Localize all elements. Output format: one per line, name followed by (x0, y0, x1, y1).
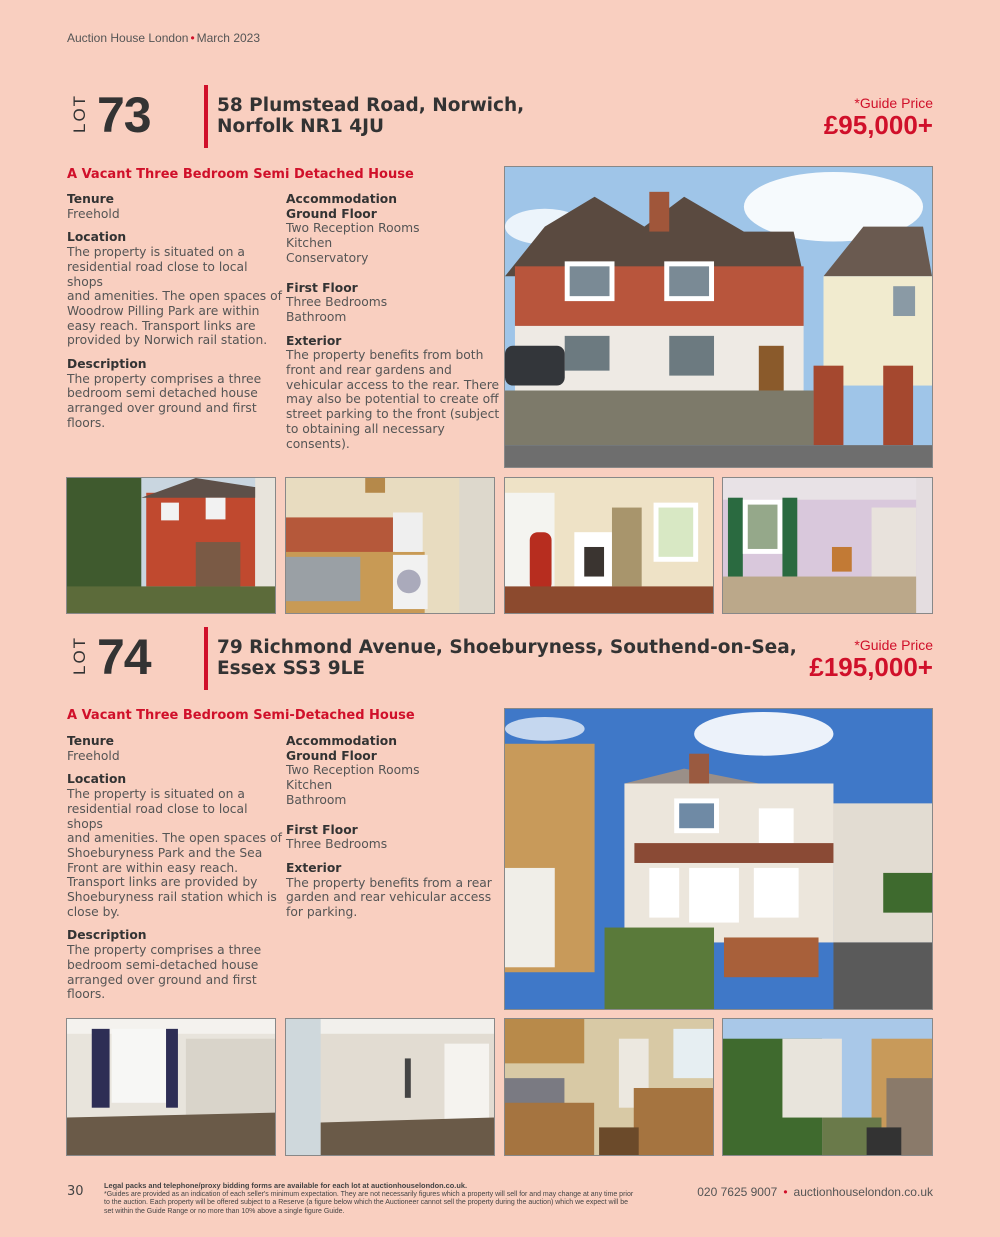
address-line-2: Norfolk NR1 4JU (217, 116, 384, 137)
location-line: Shoeburyness rail station which is (67, 890, 277, 905)
location-line: provided by Norwich rail station. (67, 333, 268, 348)
lot-details-left (67, 192, 282, 440)
tenure-value: Freehold (67, 206, 120, 221)
lot-number: 74 (97, 629, 151, 685)
lot-74-main-photo[interactable] (504, 708, 933, 1010)
exterior-line: The property benefits from a rear (286, 875, 492, 890)
issue-date: March 2023 (196, 31, 261, 45)
lot-74-thumb-reception[interactable] (66, 1018, 276, 1156)
description-block (67, 357, 282, 431)
lot-label: LOT (70, 93, 89, 133)
lot-label: LOT (70, 635, 89, 675)
exterior-line: consents). (286, 436, 350, 451)
exterior-line: street parking to the front (subject (286, 407, 500, 422)
location-block (67, 230, 282, 348)
exterior-block (286, 334, 501, 452)
location-line: Shoeburyness Park and the Sea (67, 845, 263, 860)
bedroom-image (723, 478, 932, 613)
page-number: 30 (67, 1184, 84, 1199)
lot-details-right (286, 734, 501, 929)
location-heading: Location (67, 772, 127, 787)
room-line: Kitchen (286, 778, 333, 793)
bedroom-image (286, 1019, 494, 1155)
room-line: Two Reception Rooms (286, 221, 420, 236)
guide-price-value: £195,000+ (809, 652, 933, 682)
footer-contact (697, 1185, 933, 1199)
address-line-1: 79 Richmond Avenue, Shoeburyness, Southend-on-Sea, (217, 637, 797, 658)
exterior-line: vehicular access to the rear. There (286, 377, 500, 392)
lot-74-thumb-kitchen[interactable] (504, 1018, 714, 1156)
guide-price-label: *Guide Price (854, 95, 933, 111)
tenure-block (67, 734, 282, 763)
lot-details-right (286, 192, 501, 460)
accommodation-heading: Accommodation (286, 192, 398, 206)
lot-73-thumb-rear[interactable] (66, 477, 276, 614)
exterior-line: garden and rear vehicular access (286, 890, 492, 905)
page-header (67, 31, 260, 45)
location-line: close by. (67, 904, 120, 919)
location-line: and amenities. The open spaces of (67, 831, 282, 846)
lot-divider-bar (204, 627, 208, 690)
description-block (67, 928, 282, 1002)
garden-image (723, 1019, 932, 1155)
exterior-heading: Exterior (286, 333, 342, 348)
description-heading: Description (67, 357, 147, 372)
description-line: bedroom semi-detached house (67, 957, 259, 972)
location-line: easy reach. Transport links are (67, 318, 256, 333)
legal-packs-note: Legal packs and telephone/proxy bidding forms are available for each lot at auctionhouselondon.co.uk. (104, 1181, 468, 1190)
room-line: Three Bedrooms (286, 295, 388, 310)
room-line: Bathroom (286, 792, 347, 807)
lot-divider-bar (204, 85, 208, 148)
guide-price-value: £95,000+ (823, 110, 933, 140)
kitchen-image (505, 1019, 713, 1155)
lot-73-thumb-reception[interactable] (504, 477, 714, 614)
lot-subtitle: A Vacant Three Bedroom Semi-Detached House (67, 708, 415, 723)
lot-number: 73 (97, 87, 151, 143)
description-line: floors. (67, 987, 106, 1002)
accommodation-block (286, 734, 501, 808)
ground-floor-heading: Ground Floor (286, 206, 377, 221)
reception-room-image (67, 1019, 275, 1155)
lot-73-thumb-bedroom[interactable] (722, 477, 933, 614)
publisher-name: Auction House London (67, 31, 189, 45)
description-line: arranged over ground and first (67, 401, 257, 416)
tenure-heading: Tenure (67, 734, 115, 748)
exterior-line: for parking. (286, 905, 358, 920)
rear-garden-image (67, 478, 275, 613)
location-block (67, 772, 282, 919)
ground-floor-heading: Ground Floor (286, 748, 377, 763)
exterior-line: The property benefits from both (286, 348, 484, 363)
address-line-2: Essex SS3 9LE (217, 658, 366, 679)
location-line: residential road close to local shops (67, 259, 248, 289)
separator-dot: • (783, 1185, 788, 1199)
tenure-heading: Tenure (67, 192, 115, 206)
lot-73-main-photo[interactable] (504, 166, 933, 468)
first-floor-block (286, 281, 501, 325)
lot-74-thumb-garden[interactable] (722, 1018, 933, 1156)
accommodation-heading: Accommodation (286, 734, 398, 748)
tenure-block (67, 192, 282, 221)
website-link[interactable]: auctionhouselondon.co.uk (793, 1185, 933, 1199)
room-line: Conservatory (286, 250, 369, 265)
room-line: Bathroom (286, 309, 347, 324)
description-line: The property comprises a three (67, 943, 262, 958)
lot-address (217, 95, 524, 137)
kitchen-image (286, 478, 494, 613)
lot-subtitle: A Vacant Three Bedroom Semi Detached House (67, 167, 414, 182)
accommodation-block (286, 192, 501, 266)
first-floor-heading: First Floor (286, 280, 358, 295)
room-line: Two Reception Rooms (286, 763, 420, 778)
location-line: Transport links are provided by (67, 875, 258, 890)
guide-disclaimer: *Guides are provided as an indication of each seller's minimum expectation. They are not necessarily figures which a property will sell for and may change at any time prior to the auction. Each property will be offered subject to a Reserve (a figure below which the Auctioneer cannot sell the property during the auction) which we expect will be set within the Guide Range or no more than 10% above a single figure Guide. (104, 1190, 634, 1215)
description-line: bedroom semi detached house (67, 386, 258, 401)
location-heading: Location (67, 230, 127, 245)
location-line: residential road close to local shops (67, 801, 248, 831)
house-exterior-image (505, 167, 932, 467)
location-line: The property is situated on a (67, 787, 245, 802)
lot-74-thumb-bedroom[interactable] (285, 1018, 495, 1156)
address-line-1: 58 Plumstead Road, Norwich, (217, 95, 525, 116)
room-line: Kitchen (286, 236, 333, 251)
description-line: The property comprises a three (67, 371, 262, 386)
exterior-line: to obtaining all necessary (286, 421, 445, 436)
exterior-line: front and rear gardens and (286, 363, 452, 378)
tenure-value: Freehold (67, 748, 120, 763)
location-line: Woodrow Pilling Park are within (67, 303, 260, 318)
description-line: arranged over ground and first (67, 972, 257, 987)
guide-price-label: *Guide Price (854, 637, 933, 653)
separator-dot: • (190, 31, 195, 45)
room-line: Three Bedrooms (286, 837, 388, 852)
exterior-heading: Exterior (286, 860, 342, 875)
description-heading: Description (67, 928, 147, 943)
house-exterior-image (505, 709, 932, 1009)
phone-number[interactable]: 020 7625 9007 (697, 1185, 778, 1199)
exterior-line: may also be potential to create off (286, 392, 499, 407)
lot-address (217, 637, 797, 679)
location-line: and amenities. The open spaces of (67, 289, 282, 304)
first-floor-block (286, 823, 501, 852)
reception-room-image (505, 478, 713, 613)
description-line: floors. (67, 415, 106, 430)
lot-73-thumb-kitchen[interactable] (285, 477, 495, 614)
first-floor-heading: First Floor (286, 822, 358, 837)
location-line: Front are within easy reach. (67, 860, 239, 875)
location-line: The property is situated on a (67, 245, 245, 260)
legal-notice (104, 1182, 634, 1216)
exterior-block (286, 861, 501, 920)
lot-details-left (67, 734, 282, 1011)
